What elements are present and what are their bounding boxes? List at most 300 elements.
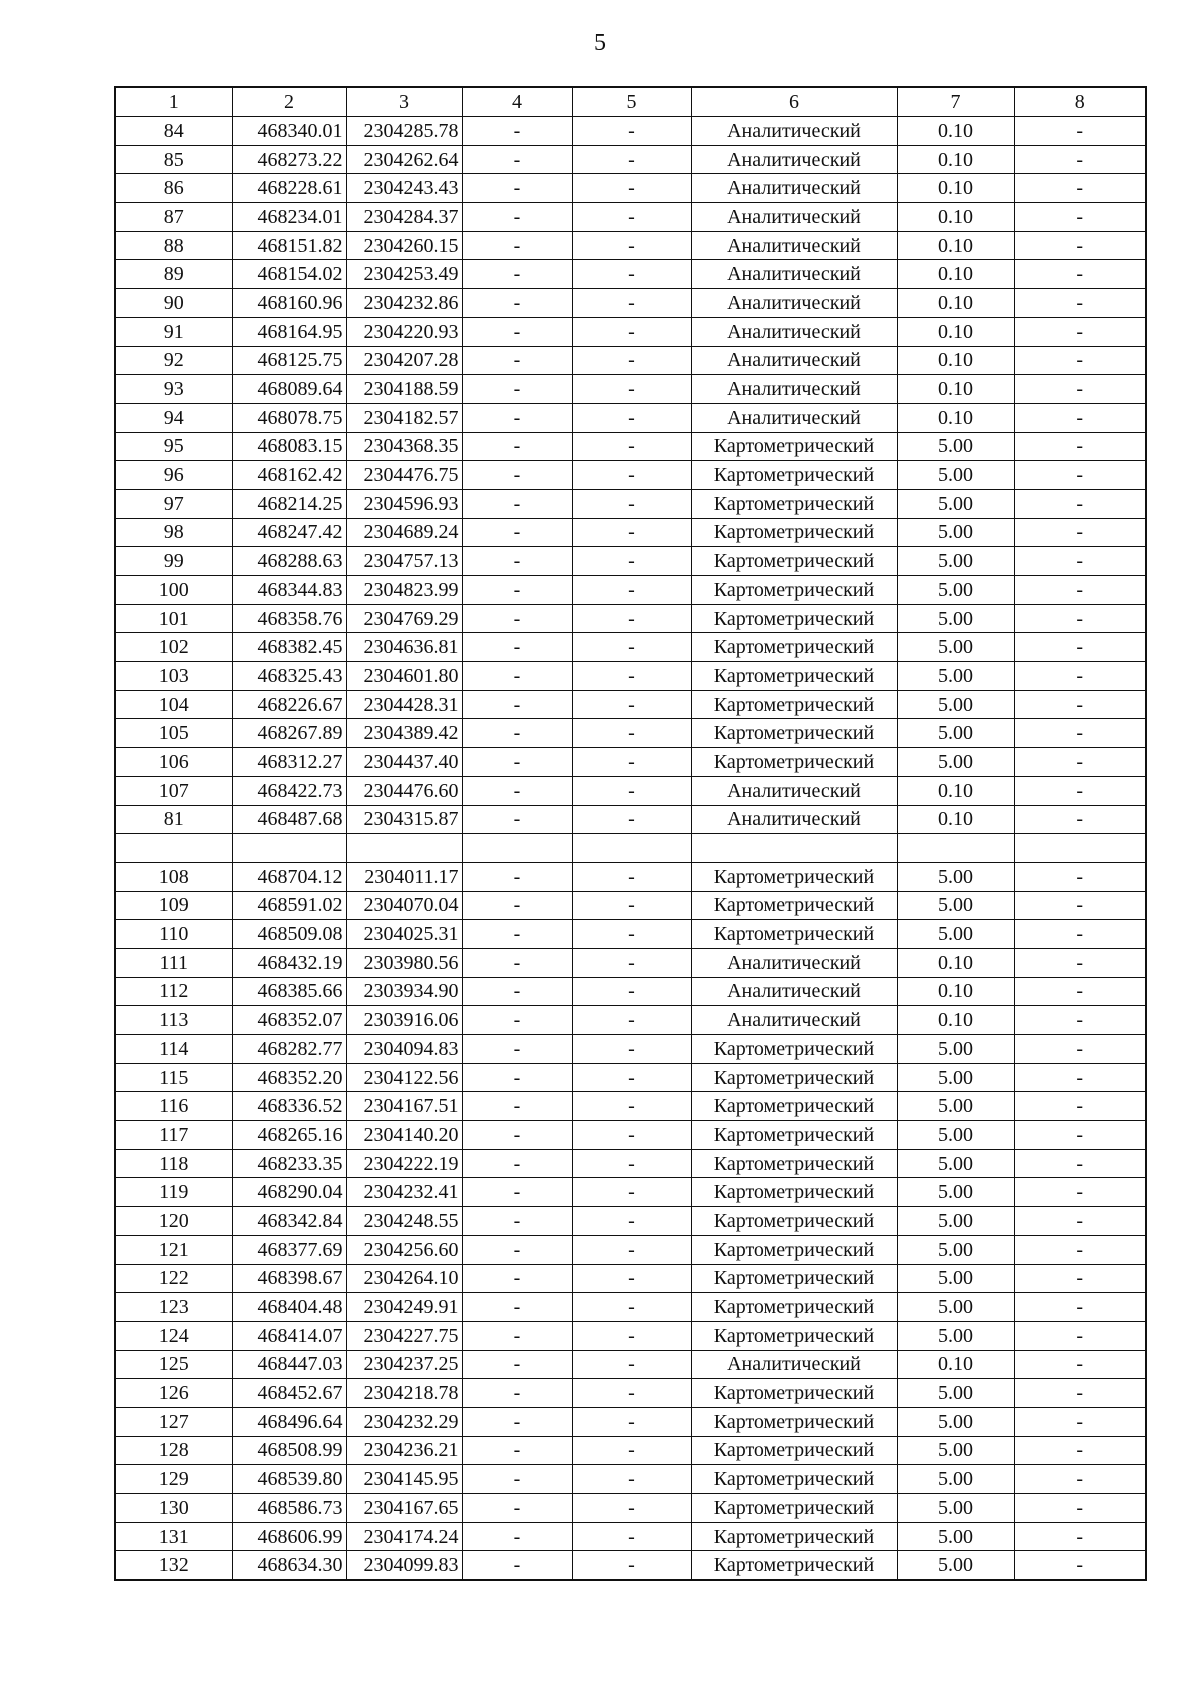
- table-cell-col-7: 5.00: [897, 633, 1014, 662]
- table-cell-col-8: -: [1014, 1207, 1146, 1236]
- table-row: [115, 805, 1146, 834]
- table-cell-col-2: 468273.22: [232, 145, 346, 174]
- table-cell-col-3: 2304437.40: [346, 748, 462, 777]
- table-cell-col-3: 2304232.29: [346, 1407, 462, 1436]
- table-cell-col-4: -: [462, 1264, 572, 1293]
- table-cell-col-4: -: [462, 1035, 572, 1064]
- table-row: [115, 891, 1146, 920]
- table-cell-col-3: 2304262.64: [346, 145, 462, 174]
- table-cell-col-5: -: [572, 117, 691, 146]
- table-cell-col-3: 2304227.75: [346, 1321, 462, 1350]
- table-cell-col-4: -: [462, 403, 572, 432]
- table-cell-col-2: 468487.68: [232, 805, 346, 834]
- table-cell-col-5: -: [572, 461, 691, 490]
- table-cell-col-7: 5.00: [897, 1379, 1014, 1408]
- table-cell-col-7: 5.00: [897, 690, 1014, 719]
- table-cell-col-2: 468508.99: [232, 1436, 346, 1465]
- table-row: [115, 1178, 1146, 1207]
- table-cell-col-2: 468377.69: [232, 1235, 346, 1264]
- table-cell-col-5: -: [572, 432, 691, 461]
- table-cell-col-2: 468382.45: [232, 633, 346, 662]
- table-cell-col-3: 2304389.42: [346, 719, 462, 748]
- table-cell-col-7: 5.00: [897, 1264, 1014, 1293]
- table-cell-col-6: Картометрический: [691, 1551, 897, 1580]
- table-cell-col-8: -: [1014, 547, 1146, 576]
- table-cell-col-4: -: [462, 346, 572, 375]
- table-cell-col-5: -: [572, 1293, 691, 1322]
- table-cell-col-8: -: [1014, 1551, 1146, 1580]
- table-cell-col-6: Картометрический: [691, 719, 897, 748]
- table-cell-col-6: Картометрический: [691, 576, 897, 605]
- table-cell-col-4: -: [462, 1293, 572, 1322]
- table-cell-col-7: 0.10: [897, 805, 1014, 834]
- table-cell-col-2: 468234.01: [232, 203, 346, 232]
- table-cell-col-6: Картометрический: [691, 1465, 897, 1494]
- table-cell-col-3: 2304220.93: [346, 317, 462, 346]
- table-cell-col-6: Картометрический: [691, 1321, 897, 1350]
- table-cell-col-8: [1014, 834, 1146, 863]
- table-cell-col-5: -: [572, 174, 691, 203]
- table-cell-col-4: -: [462, 690, 572, 719]
- table-cell-col-4: -: [462, 461, 572, 490]
- table-cell-col-6: Аналитический: [691, 403, 897, 432]
- table-cell-col-8: -: [1014, 805, 1146, 834]
- table-cell-col-3: 2304285.78: [346, 117, 462, 146]
- table-cell-col-8: -: [1014, 1350, 1146, 1379]
- table-cell-col-7: 0.10: [897, 231, 1014, 260]
- table-cell-col-8: -: [1014, 1379, 1146, 1408]
- table-cell-col-7: 5.00: [897, 1149, 1014, 1178]
- table-cell-col-7: 5.00: [897, 1494, 1014, 1523]
- table-cell-col-8: -: [1014, 604, 1146, 633]
- table-cell-col-3: 2304315.87: [346, 805, 462, 834]
- table-cell-col-7: 0.10: [897, 203, 1014, 232]
- table-cell-col-8: -: [1014, 1235, 1146, 1264]
- table-cell-col-2: 468160.96: [232, 289, 346, 318]
- table-cell-col-6: Аналитический: [691, 776, 897, 805]
- table-cell-col-5: -: [572, 1494, 691, 1523]
- table-cell-col-5: -: [572, 719, 691, 748]
- table-row: [115, 346, 1146, 375]
- table-cell-col-3: 2303916.06: [346, 1006, 462, 1035]
- table-cell-col-2: 468282.77: [232, 1035, 346, 1064]
- table-row: [115, 289, 1146, 318]
- table-row: [115, 489, 1146, 518]
- table-row: [115, 1436, 1146, 1465]
- table-cell-col-3: 2304368.35: [346, 432, 462, 461]
- table-cell-col-4: -: [462, 1121, 572, 1150]
- table-cell-col-4: -: [462, 891, 572, 920]
- column-header-1: 1: [115, 87, 232, 117]
- column-header-3: 3: [346, 87, 462, 117]
- table-cell-col-3: 2304823.99: [346, 576, 462, 605]
- table-cell-col-3: 2304601.80: [346, 662, 462, 691]
- table-cell-col-3: 2304070.04: [346, 891, 462, 920]
- table-row: [115, 547, 1146, 576]
- table-cell-col-8: -: [1014, 891, 1146, 920]
- table-cell-col-2: 468312.27: [232, 748, 346, 777]
- table-row: [115, 662, 1146, 691]
- table-cell-col-5: -: [572, 289, 691, 318]
- table-row: [115, 1379, 1146, 1408]
- table-cell-col-4: -: [462, 547, 572, 576]
- table-cell-col-8: -: [1014, 1465, 1146, 1494]
- table-cell-col-5: -: [572, 1149, 691, 1178]
- table-cell-col-7: 0.10: [897, 117, 1014, 146]
- table-cell-col-7: 0.10: [897, 289, 1014, 318]
- table-cell-col-8: -: [1014, 518, 1146, 547]
- table-cell-col-5: -: [572, 1178, 691, 1207]
- table-cell-col-2: 468336.52: [232, 1092, 346, 1121]
- table-cell-col-5: -: [572, 489, 691, 518]
- table-cell-col-1: 95: [115, 432, 232, 461]
- table-row: [115, 1264, 1146, 1293]
- table-cell-col-7: 5.00: [897, 1522, 1014, 1551]
- table-cell-col-5: -: [572, 690, 691, 719]
- table-cell-col-5: -: [572, 1121, 691, 1150]
- table-cell-col-2: 468447.03: [232, 1350, 346, 1379]
- table-row: [115, 403, 1146, 432]
- table-cell-col-4: -: [462, 1149, 572, 1178]
- table-row: [115, 719, 1146, 748]
- table-row: [115, 1551, 1146, 1580]
- table-cell-col-1: 93: [115, 375, 232, 404]
- table-cell-col-8: -: [1014, 1035, 1146, 1064]
- table-cell-col-8: -: [1014, 1436, 1146, 1465]
- table-cell-col-3: 2304596.93: [346, 489, 462, 518]
- coordinates-table: [114, 86, 1147, 1581]
- table-cell-col-1: 129: [115, 1465, 232, 1494]
- table-cell-col-4: -: [462, 489, 572, 518]
- table-cell-col-4: -: [462, 805, 572, 834]
- table-cell-col-8: -: [1014, 1293, 1146, 1322]
- table-cell-col-8: -: [1014, 977, 1146, 1006]
- table-cell-col-1: 114: [115, 1035, 232, 1064]
- table-cell-col-3: 2304011.17: [346, 862, 462, 891]
- table-cell-col-1: 131: [115, 1522, 232, 1551]
- table-cell-col-2: 468452.67: [232, 1379, 346, 1408]
- table-cell-col-8: -: [1014, 346, 1146, 375]
- table-cell-col-5: -: [572, 375, 691, 404]
- table-cell-col-4: -: [462, 1321, 572, 1350]
- table-cell-col-8: -: [1014, 690, 1146, 719]
- table-cell-col-3: 2304476.75: [346, 461, 462, 490]
- table-cell-col-3: 2304167.65: [346, 1494, 462, 1523]
- table-cell-col-7: 0.10: [897, 145, 1014, 174]
- table-cell-col-6: Аналитический: [691, 317, 897, 346]
- table-cell-col-8: -: [1014, 1121, 1146, 1150]
- table-row: [115, 576, 1146, 605]
- table-cell-col-7: 5.00: [897, 662, 1014, 691]
- table-cell-col-1: 122: [115, 1264, 232, 1293]
- table-cell-col-3: 2304099.83: [346, 1551, 462, 1580]
- table-cell-col-5: -: [572, 1436, 691, 1465]
- table-row: [115, 375, 1146, 404]
- table-cell-col-6: Аналитический: [691, 1350, 897, 1379]
- table-cell-col-4: -: [462, 145, 572, 174]
- table-cell-col-3: 2304253.49: [346, 260, 462, 289]
- table-cell-col-4: -: [462, 1350, 572, 1379]
- table-cell-col-1: 86: [115, 174, 232, 203]
- table-cell-col-2: 468125.75: [232, 346, 346, 375]
- table-cell-col-5: -: [572, 1379, 691, 1408]
- table-cell-col-7: 5.00: [897, 576, 1014, 605]
- table-cell-col-8: -: [1014, 719, 1146, 748]
- table-cell-col-3: 2304236.21: [346, 1436, 462, 1465]
- table-cell-col-1: 88: [115, 231, 232, 260]
- table-cell-col-4: -: [462, 948, 572, 977]
- table-cell-col-4: -: [462, 1092, 572, 1121]
- table-cell-col-7: 5.00: [897, 432, 1014, 461]
- table-cell-col-8: -: [1014, 633, 1146, 662]
- table-cell-col-6: Аналитический: [691, 346, 897, 375]
- table-cell-col-8: -: [1014, 231, 1146, 260]
- table-cell-col-5: -: [572, 662, 691, 691]
- table-cell-col-4: -: [462, 776, 572, 805]
- table-row: [115, 1522, 1146, 1551]
- table-cell-col-7: 5.00: [897, 748, 1014, 777]
- table-cell-col-1: 98: [115, 518, 232, 547]
- table-cell-col-7: 5.00: [897, 461, 1014, 490]
- table-cell-col-3: 2304222.19: [346, 1149, 462, 1178]
- table-cell-col-4: -: [462, 289, 572, 318]
- table-cell-col-2: 468164.95: [232, 317, 346, 346]
- table-row: [115, 1035, 1146, 1064]
- table-cell-col-6: Картометрический: [691, 1121, 897, 1150]
- table-cell-col-2: 468422.73: [232, 776, 346, 805]
- table-cell-col-7: 5.00: [897, 891, 1014, 920]
- table-cell-col-8: -: [1014, 1092, 1146, 1121]
- table-cell-col-1: 104: [115, 690, 232, 719]
- table-row: [115, 1321, 1146, 1350]
- table-cell-col-8: -: [1014, 203, 1146, 232]
- table-cell-col-6: Аналитический: [691, 203, 897, 232]
- table-cell-col-5: -: [572, 1350, 691, 1379]
- table-row: [115, 117, 1146, 146]
- table-cell-col-3: 2304145.95: [346, 1465, 462, 1494]
- column-header-8: 8: [1014, 87, 1146, 117]
- table-cell-col-2: 468290.04: [232, 1178, 346, 1207]
- table-cell-col-6: Аналитический: [691, 231, 897, 260]
- table-cell-col-2: 468385.66: [232, 977, 346, 1006]
- table-cell-col-5: -: [572, 145, 691, 174]
- table-cell-col-8: -: [1014, 375, 1146, 404]
- table-cell-col-6: Картометрический: [691, 1379, 897, 1408]
- table-cell-col-3: 2304232.86: [346, 289, 462, 318]
- table-cell-col-1: 121: [115, 1235, 232, 1264]
- table-cell-col-6: Аналитический: [691, 977, 897, 1006]
- table-cell-col-7: 0.10: [897, 776, 1014, 805]
- table-cell-col-5: -: [572, 977, 691, 1006]
- table-cell-col-2: 468591.02: [232, 891, 346, 920]
- table-cell-col-5: -: [572, 948, 691, 977]
- table-cell-col-1: 91: [115, 317, 232, 346]
- table-cell-col-8: -: [1014, 1522, 1146, 1551]
- table-cell-col-5: -: [572, 547, 691, 576]
- table-cell-col-7: 5.00: [897, 1063, 1014, 1092]
- table-cell-col-2: 468340.01: [232, 117, 346, 146]
- table-cell-col-5: -: [572, 346, 691, 375]
- table-cell-col-2: 468214.25: [232, 489, 346, 518]
- table-cell-col-4: -: [462, 662, 572, 691]
- column-header-2: 2: [232, 87, 346, 117]
- table-cell-col-4: -: [462, 1379, 572, 1408]
- page-number: 5: [594, 30, 606, 56]
- table-cell-col-3: 2304769.29: [346, 604, 462, 633]
- table-cell-col-6: Картометрический: [691, 1522, 897, 1551]
- table-cell-col-6: Аналитический: [691, 948, 897, 977]
- table-cell-col-1: 85: [115, 145, 232, 174]
- table-cell-col-6: Картометрический: [691, 461, 897, 490]
- table-cell-col-6: [691, 834, 897, 863]
- table-cell-col-2: 468606.99: [232, 1522, 346, 1551]
- table-cell-col-2: 468288.63: [232, 547, 346, 576]
- table-cell-col-4: -: [462, 719, 572, 748]
- table-cell-col-6: Картометрический: [691, 489, 897, 518]
- table-cell-col-2: 468342.84: [232, 1207, 346, 1236]
- table-cell-col-4: -: [462, 375, 572, 404]
- table-cell-col-6: Картометрический: [691, 920, 897, 949]
- table-cell-col-7: 5.00: [897, 1092, 1014, 1121]
- table-cell-col-1: 99: [115, 547, 232, 576]
- table-cell-col-4: -: [462, 1436, 572, 1465]
- table-cell-col-5: -: [572, 862, 691, 891]
- table-cell-col-6: Аналитический: [691, 117, 897, 146]
- table-cell-col-1: 120: [115, 1207, 232, 1236]
- table-cell-col-1: 111: [115, 948, 232, 977]
- table-cell-col-1: 96: [115, 461, 232, 490]
- table-cell-col-5: -: [572, 920, 691, 949]
- table-cell-col-8: -: [1014, 174, 1146, 203]
- table-cell-col-7: 5.00: [897, 1121, 1014, 1150]
- table-cell-col-7: 0.10: [897, 948, 1014, 977]
- table-cell-col-2: 468162.42: [232, 461, 346, 490]
- table-cell-col-4: -: [462, 1465, 572, 1494]
- table-cell-col-2: 468083.15: [232, 432, 346, 461]
- table-cell-col-1: 130: [115, 1494, 232, 1523]
- table-cell-col-5: -: [572, 1207, 691, 1236]
- table-cell-col-7: 5.00: [897, 1178, 1014, 1207]
- table-row: [115, 1293, 1146, 1322]
- table-cell-col-4: -: [462, 920, 572, 949]
- table-cell-col-6: Картометрический: [691, 1035, 897, 1064]
- table-cell-col-3: 2304757.13: [346, 547, 462, 576]
- table-cell-col-7: 0.10: [897, 174, 1014, 203]
- table-cell-col-6: Картометрический: [691, 1063, 897, 1092]
- table-cell-col-2: 468325.43: [232, 662, 346, 691]
- table-cell-col-8: -: [1014, 662, 1146, 691]
- table-cell-col-8: -: [1014, 1178, 1146, 1207]
- table-cell-col-1: 97: [115, 489, 232, 518]
- table-cell-col-3: 2304264.10: [346, 1264, 462, 1293]
- table-cell-col-6: Картометрический: [691, 1494, 897, 1523]
- table-cell-col-1: 101: [115, 604, 232, 633]
- table-cell-col-3: 2304256.60: [346, 1235, 462, 1264]
- table-cell-col-7: 5.00: [897, 604, 1014, 633]
- table-cell-col-1: 123: [115, 1293, 232, 1322]
- table-cell-col-8: -: [1014, 489, 1146, 518]
- table-cell-col-3: 2304094.83: [346, 1035, 462, 1064]
- table-cell-col-5: -: [572, 1264, 691, 1293]
- table-cell-col-6: Картометрический: [691, 1293, 897, 1322]
- table-cell-col-4: -: [462, 117, 572, 146]
- table-cell-col-8: -: [1014, 1494, 1146, 1523]
- table-cell-col-6: Картометрический: [691, 891, 897, 920]
- table-cell-col-4: -: [462, 260, 572, 289]
- table-cell-col-8: -: [1014, 776, 1146, 805]
- table-cell-col-2: 468228.61: [232, 174, 346, 203]
- table-cell-col-1: 128: [115, 1436, 232, 1465]
- table-cell-col-8: -: [1014, 1006, 1146, 1035]
- table-cell-col-2: [232, 834, 346, 863]
- table-cell-col-3: 2304243.43: [346, 174, 462, 203]
- table-row: [115, 948, 1146, 977]
- table-cell-col-5: -: [572, 891, 691, 920]
- table-cell-col-1: 92: [115, 346, 232, 375]
- table-cell-col-3: 2304167.51: [346, 1092, 462, 1121]
- table-row: [115, 1350, 1146, 1379]
- table-cell-col-8: -: [1014, 1149, 1146, 1178]
- table-cell-col-1: 113: [115, 1006, 232, 1035]
- table-row: [115, 461, 1146, 490]
- table-cell-col-4: -: [462, 1178, 572, 1207]
- table-cell-col-3: 2304232.41: [346, 1178, 462, 1207]
- table-cell-col-3: 2304284.37: [346, 203, 462, 232]
- table-cell-col-2: 468404.48: [232, 1293, 346, 1322]
- table-cell-col-2: 468247.42: [232, 518, 346, 547]
- table-cell-col-6: Аналитический: [691, 805, 897, 834]
- table-cell-col-3: 2304174.24: [346, 1522, 462, 1551]
- table-cell-col-2: 468398.67: [232, 1264, 346, 1293]
- table-cell-col-4: -: [462, 1551, 572, 1580]
- table-row: [115, 1092, 1146, 1121]
- table-cell-col-7: 5.00: [897, 1035, 1014, 1064]
- table-cell-col-6: Картометрический: [691, 604, 897, 633]
- table-cell-col-7: 5.00: [897, 489, 1014, 518]
- table-cell-col-5: -: [572, 805, 691, 834]
- table-cell-col-5: -: [572, 1063, 691, 1092]
- table-row: [115, 174, 1146, 203]
- table-row: [115, 776, 1146, 805]
- table-cell-col-2: 468358.76: [232, 604, 346, 633]
- table-cell-col-3: 2304689.24: [346, 518, 462, 547]
- table-cell-col-1: 107: [115, 776, 232, 805]
- table-cell-col-7: 0.10: [897, 977, 1014, 1006]
- table-cell-col-5: -: [572, 1035, 691, 1064]
- table-cell-col-5: -: [572, 518, 691, 547]
- table-cell-col-5: -: [572, 604, 691, 633]
- table-cell-col-3: 2304248.55: [346, 1207, 462, 1236]
- table-cell-col-5: -: [572, 317, 691, 346]
- table-cell-col-4: -: [462, 432, 572, 461]
- table-cell-col-2: 468226.67: [232, 690, 346, 719]
- table-cell-col-7: 0.10: [897, 1350, 1014, 1379]
- table-cell-col-5: -: [572, 1465, 691, 1494]
- table-cell-col-4: -: [462, 748, 572, 777]
- table-cell-col-5: -: [572, 776, 691, 805]
- table-row: [115, 1465, 1146, 1494]
- table-cell-col-4: -: [462, 1407, 572, 1436]
- table-cell-col-2: 468265.16: [232, 1121, 346, 1150]
- table-cell-col-7: 5.00: [897, 719, 1014, 748]
- table-cell-col-1: 89: [115, 260, 232, 289]
- table-cell-col-4: -: [462, 174, 572, 203]
- table-row: [115, 862, 1146, 891]
- table-cell-col-6: Картометрический: [691, 1235, 897, 1264]
- table-row: [115, 203, 1146, 232]
- column-header-6: 6: [691, 87, 897, 117]
- table-row: [115, 1121, 1146, 1150]
